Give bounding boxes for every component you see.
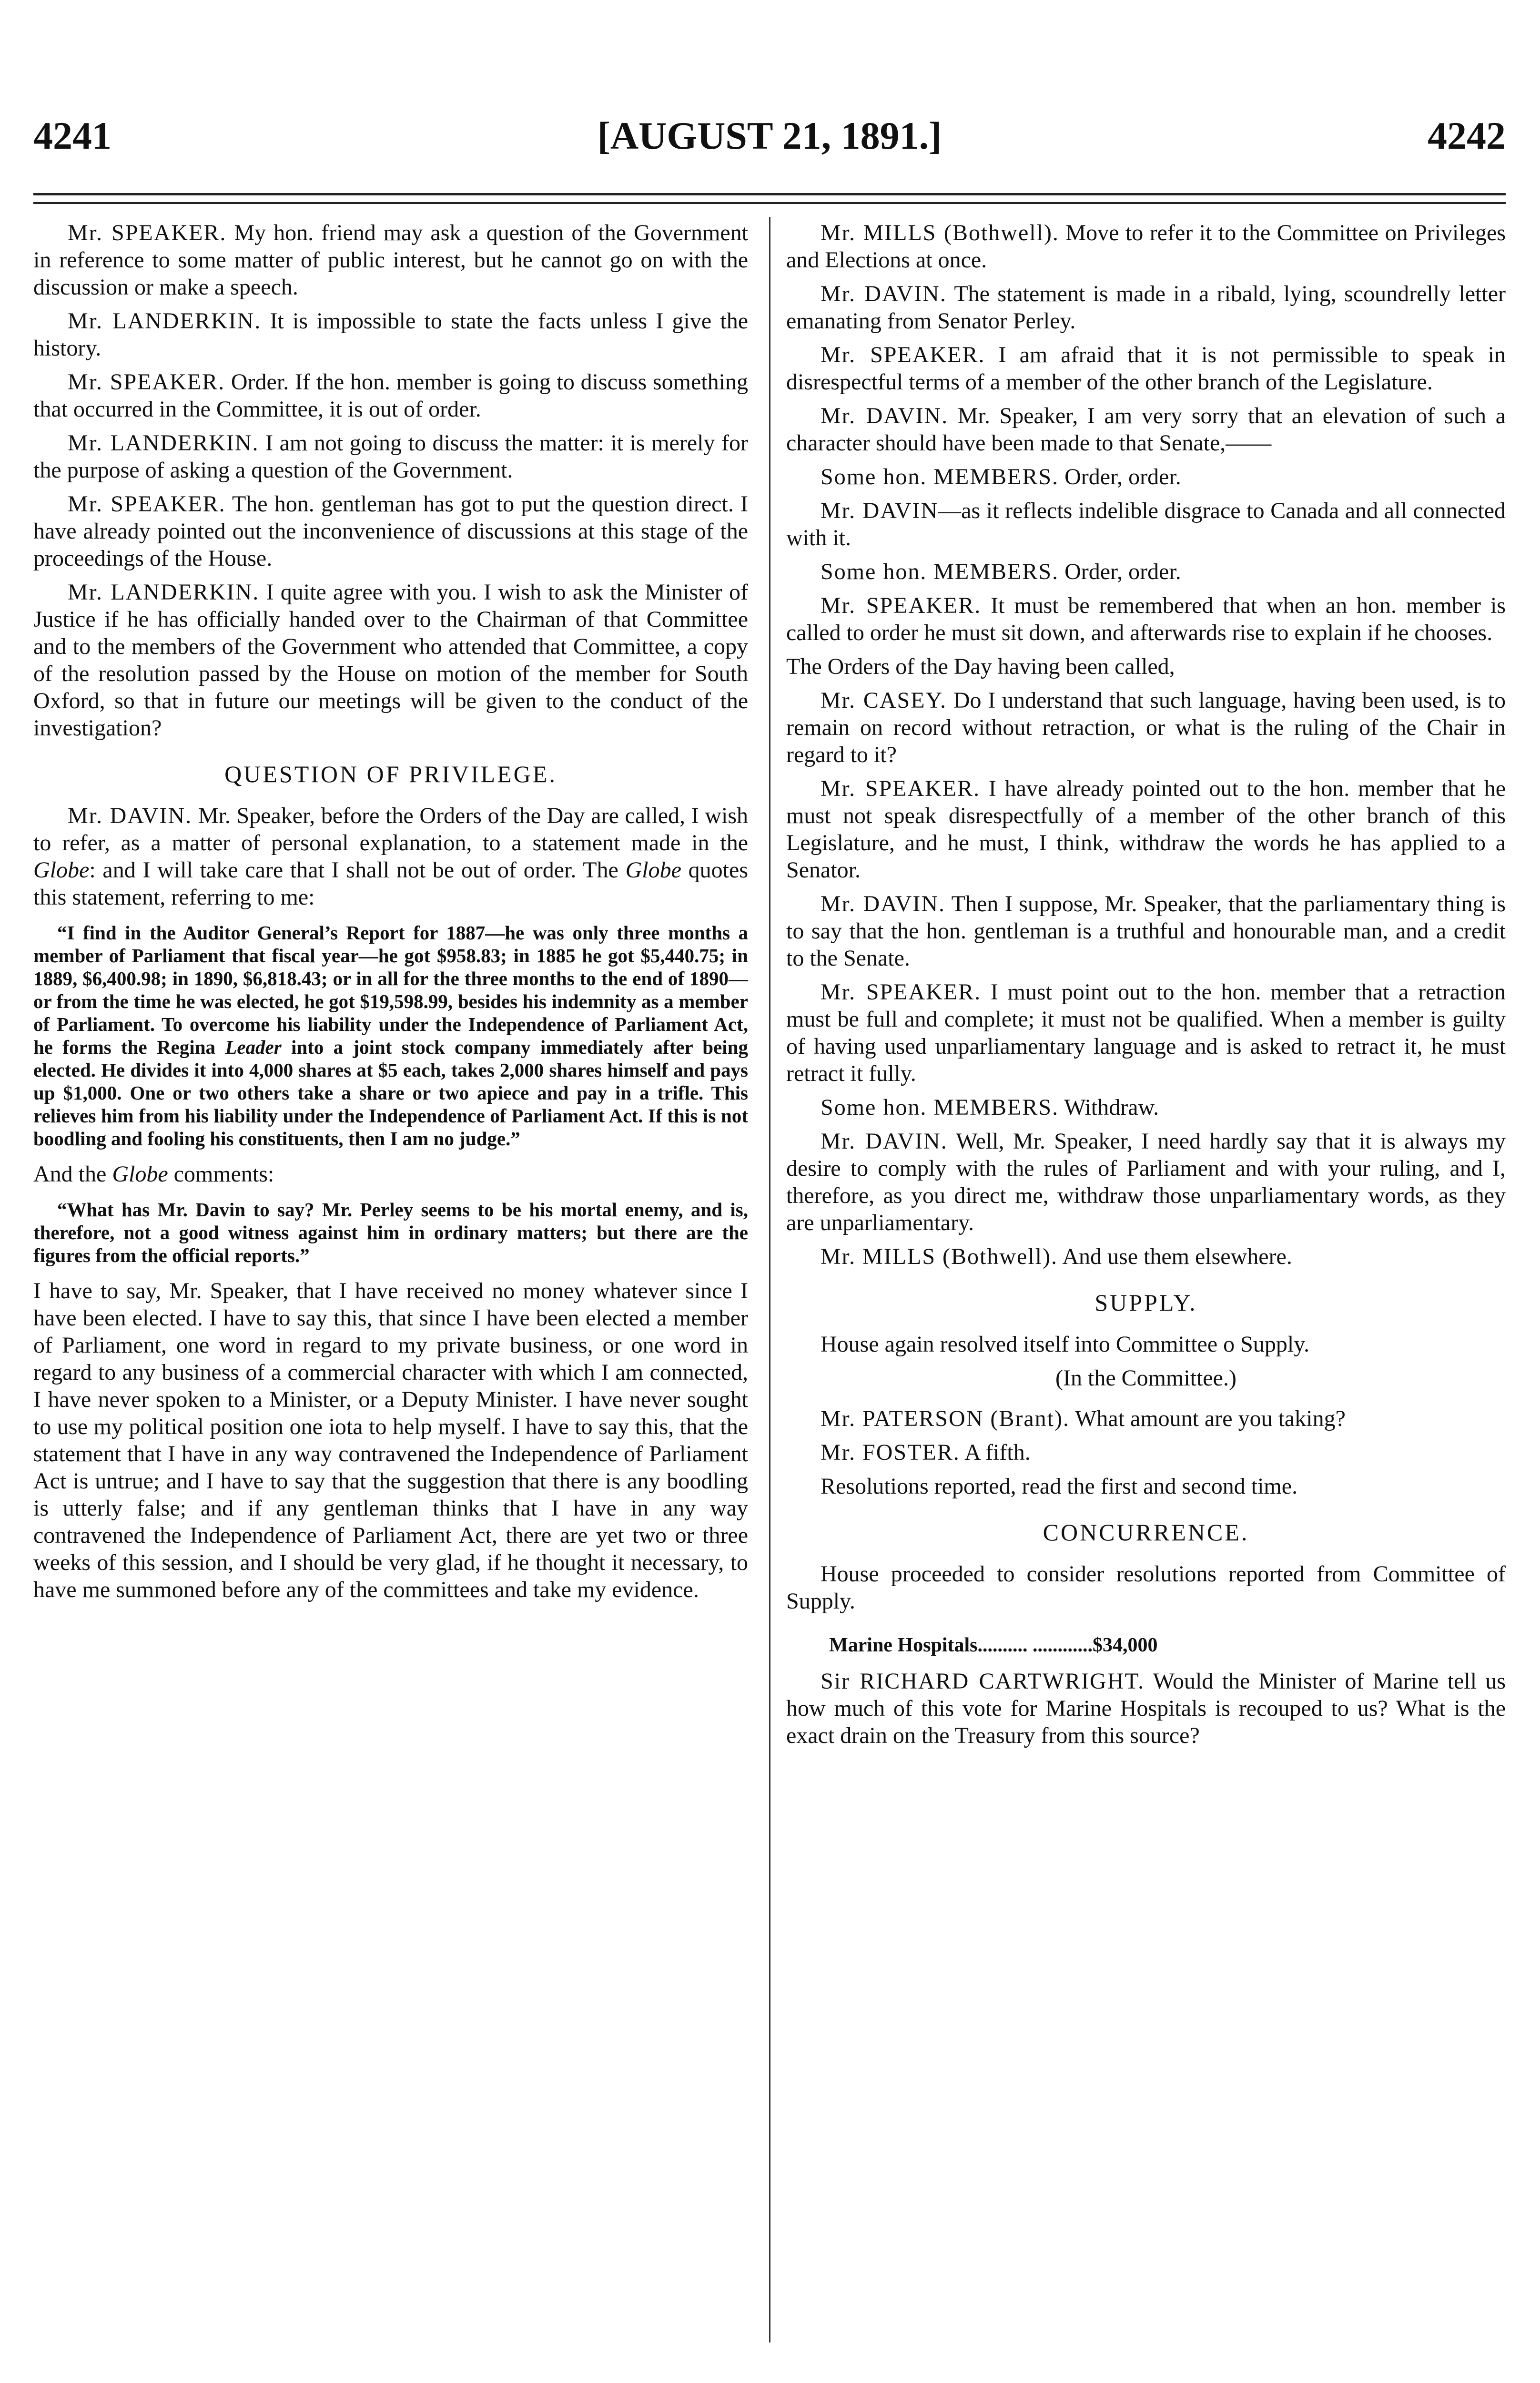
- paragraph: [786, 890, 1506, 972]
- paragraph: House proceeded to consider resolutions reported from Committee of Supply.: [786, 1561, 1506, 1614]
- speech-text: Well, Mr. Speaker, I need hardly say that it is always my desire to comply with the rules of Parliament and with your ruling, and I, therefore, as you direct me, withdraw those unparliamentary words, as they are unparliamentary.: [786, 1129, 1506, 1235]
- paragraph: [786, 687, 1506, 768]
- speech-text: quotes this statement, referring to me:: [33, 857, 748, 910]
- estimate-line: [786, 1632, 1506, 1659]
- section-heading-concurrence: CONCURRENCE.: [1043, 1519, 1249, 1546]
- speaker-name: Mr. CASEY.: [821, 688, 947, 713]
- speech-text: It must be remembered that when an hon. member is called to order he must sit down, and afterwards rise to explain if he chooses.: [786, 593, 1506, 645]
- speaker-name: Mr. SPEAKER.: [68, 220, 227, 245]
- paragraph: [33, 219, 748, 301]
- speech-text: I quite agree with you. I wish to ask the Minister of Justice if he has officially handed over to the Chairman of that Committee and to the members of the Government who attended that Committee, a copy of the resolution passed by the House on motion of the member for South Oxford, so that in future our meetings will be given to the conduct of the investigation?: [33, 580, 748, 741]
- paragraph: [786, 592, 1506, 646]
- speaker-name: Mr. MILLS (Bothwell).: [821, 220, 1059, 245]
- quote-text: into a joint stock company immediately after being elected. He divides it into 4,000 shares at $5 each, takes 2,000 shares himself and pays up $1,000. One or two others take a share or two apiece and pay in a trifle. This relieves him from his liability under the Independence of Parliament Act. If this is not boodling and fooling his constituents, then I am no judge.”: [33, 1036, 748, 1150]
- page-header: [33, 112, 1506, 164]
- speech-text: : and I will take care that I shall not be out of order. The: [89, 857, 618, 883]
- page-number-right: 4242: [1428, 114, 1506, 157]
- paragraph: The Orders of the Day having been called,: [786, 654, 1175, 679]
- paragraph: [786, 775, 1506, 884]
- paragraph: [786, 1094, 1506, 1121]
- paragraph: [786, 402, 1506, 457]
- speaker-name: Mr. DAVIN.: [821, 891, 945, 917]
- speech-text: —as it reflects indelible disgrace to Canada and all connected with it.: [786, 498, 1506, 550]
- speaker-name: Mr. DAVIN.: [68, 803, 192, 828]
- speech-text: Order, order.: [1064, 464, 1181, 489]
- paragraph: [786, 558, 1506, 585]
- speech-text: Withdraw.: [1064, 1095, 1159, 1120]
- speaker-name: Mr. LANDERKIN.: [68, 580, 260, 605]
- paragraph: [786, 341, 1506, 396]
- speech-text: It is impossible to state the facts unless I give the history.: [33, 308, 749, 361]
- paragraph: Resolutions reported, read the first and second time.: [821, 1474, 1298, 1499]
- newspaper-name: Globe: [625, 857, 681, 883]
- speaker-name: Mr. SPEAKER.: [68, 369, 225, 395]
- estimate-amount: $34,000: [1093, 1634, 1158, 1656]
- block-quote: [33, 921, 748, 1150]
- speech-text: Mr. Speaker, before the Orders of the Day are called, I wish to refer, as a matter of personal explanation, to a statement made in the: [33, 803, 749, 855]
- speaker-name: Some hon. MEMBERS.: [821, 1095, 1059, 1120]
- speaker-name: Sir RICHARD CARTWRIGHT.: [821, 1669, 1145, 1694]
- paragraph: [33, 429, 748, 484]
- speech-text: What amount are you taking?: [1075, 1406, 1346, 1431]
- section-heading-supply: SUPPLY.: [1094, 1289, 1197, 1316]
- column-divider: [769, 217, 770, 2342]
- speech-text: Mr. Speaker, I am very sorry that an elevation of such a character should have been made to that Senate,——: [786, 403, 1506, 456]
- paragraph: [33, 1161, 748, 1188]
- speaker-name: Mr. SPEAKER.: [821, 342, 985, 367]
- speaker-name: Mr. FOSTER.: [821, 1440, 960, 1465]
- paragraph: [786, 463, 1506, 490]
- right-column: [786, 219, 1506, 1756]
- speech-text: The statement is made in a ribald, lying, scoundrelly letter emanating from Senator Perley.: [786, 281, 1506, 334]
- quote-text: “I find in the Auditor General’s Report for 1887—he was only three months a member of Parliament that fiscal year—he got $958.83; in 1885 he got $5,440.75; in 1889, $6,400.98; in 1890, $6,818.43; or in all for the three months to the end of 1890—or from the time he was elected, he got $19,598.99, besides his indemnity as a member of Parliament. To overcome his liability under the Independence of Parliament Act, he forms the Regina: [33, 922, 748, 1058]
- paragraph: [33, 307, 748, 362]
- speaker-name: Mr. SPEAKER.: [68, 491, 226, 517]
- paragraph: [786, 1243, 1506, 1270]
- speaker-name: Mr. PATERSON (Brant).: [821, 1406, 1070, 1431]
- speaker-name: Some hon. MEMBERS.: [821, 559, 1059, 584]
- speech-text: I must point out to the hon. member that a retraction must be full and complete; it must not be qualified. When a member is guilty of having used unparliamentary language and is asked to retract it, he must retract it fully.: [786, 979, 1506, 1086]
- speaker-name: Mr. DAVIN.: [821, 281, 947, 306]
- paragraph: [786, 978, 1506, 1087]
- paragraph: [786, 1439, 1506, 1466]
- speech-text: A fifth.: [964, 1440, 1031, 1465]
- estimate-label: Marine Hospitals.......... ............: [829, 1634, 1093, 1656]
- speech-text: I have already pointed out to the hon. member that he must not speak disrespectfully of a member of the other branch of this Legislature, and he must, I think, withdraw the words he has applied to a Senator.: [786, 776, 1506, 883]
- speech-text: My hon. friend may ask a question of the Government in reference to some matter of public interest, but he cannot go on with the discussion or make a speech.: [33, 220, 748, 300]
- left-column: [33, 219, 748, 1610]
- speech-text: Would the Minister of Marine tell us how much of this vote for Marine Hospitals is recouped to us? What is the exact drain on the Treasury from this source?: [786, 1669, 1506, 1748]
- page-date: [AUGUST 21, 1891.]: [597, 114, 942, 157]
- speaker-name: Mr. LANDERKIN.: [68, 430, 259, 456]
- paragraph: [786, 497, 1506, 551]
- paragraph: [33, 490, 748, 572]
- speech-text: Do I understand that such language, having been used, is to remain on record without retraction, or what is the ruling of the Chair in regard to it?: [786, 688, 1506, 767]
- header-rule-top: [33, 193, 1506, 195]
- paragraph: [786, 1668, 1506, 1749]
- paragraph: [786, 280, 1506, 335]
- speech-text: Move to refer it to the Committee on Privileges and Elections at once.: [786, 220, 1506, 273]
- speaker-name: Mr. DAVIN.: [821, 1129, 948, 1154]
- speaker-name: Mr. MILLS (Bothwell).: [821, 1244, 1058, 1269]
- newspaper-name: Globe: [33, 857, 90, 883]
- speech-text: Order, order.: [1064, 559, 1181, 584]
- paragraph: [33, 579, 748, 742]
- paragraph: [786, 219, 1506, 274]
- paragraph: [33, 802, 748, 911]
- page-number-left: 4241: [33, 114, 111, 157]
- committee-note: (In the Committee.): [1055, 1365, 1236, 1391]
- speech-text: I am afraid that it is not permissible to speak in disrespectful terms of a member of the other branch of the Legislature.: [786, 342, 1506, 395]
- newspaper-name: Globe: [112, 1161, 168, 1187]
- newspaper-name: Leader: [225, 1036, 282, 1058]
- section-heading-question-of-privilege: QUESTION OF PRIVILEGE.: [224, 761, 557, 787]
- speech-text: And the: [33, 1161, 107, 1187]
- paragraph: [33, 368, 748, 423]
- speech-text: comments:: [173, 1161, 274, 1187]
- header-rule-bottom: [33, 202, 1506, 204]
- speech-text: Then I suppose, Mr. Speaker, that the parliamentary thing is to say that the hon. gentleman is a truthful and honourable man, and a credit to the Senate.: [786, 891, 1506, 971]
- paragraph: I have to say, Mr. Speaker, that I have received no money whatever since I have been elected. I have to say this, that since I have been elected a member of Parliament, one word in regard to my private business, or one word in regard to any business of a commercial character with which I am connected, I have never spoken to a Minister, or a Deputy Minister. I have never sought to use my political position one iota to help myself. I have to say this, that the statement that I have in any way contravened the Independence of Parliament Act is untrue; and I have to say that the suggestion that there is any boodling is utterly false; and if any gentleman thinks that I have in any way contravened the Independence of Parliament Act, there are yet two or three weeks of this session, and I should be very glad, if he thought it necessary, to have me summoned before any of the committees and take my evidence.: [33, 1278, 748, 1602]
- speaker-name: Mr. SPEAKER.: [821, 979, 982, 1005]
- block-quote: “What has Mr. Davin to say? Mr. Perley seems to be his mortal enemy, and is, therefore, not a good witness against him in ordinary matters; but there are the figures from the official reports.”: [33, 1199, 748, 1266]
- speaker-name: Mr. LANDERKIN.: [68, 308, 262, 334]
- speaker-name: Mr. DAVIN.: [821, 403, 949, 428]
- speaker-name: Some hon. MEMBERS.: [821, 464, 1059, 489]
- speaker-name: Mr. DAVIN: [821, 498, 939, 523]
- speaker-name: Mr. SPEAKER.: [821, 776, 981, 801]
- speech-text: Order. If the hon. member is going to discuss something that occurred in the Committee, it is out of order.: [33, 369, 748, 422]
- paragraph: [786, 1128, 1506, 1236]
- speech-text: The hon. gentleman has got to put the question direct. I have already pointed out the inconvenience of discussions at this stage of the proceedings of the House.: [33, 491, 749, 571]
- speaker-name: Mr. SPEAKER.: [821, 593, 982, 618]
- paragraph: [786, 1405, 1506, 1432]
- paragraph: House again resolved itself into Committee o Supply.: [821, 1332, 1310, 1357]
- speech-text: And use them elsewhere.: [1062, 1244, 1292, 1269]
- speech-text: I am not going to discuss the matter: it is merely for the purpose of asking a question of the Government.: [33, 430, 749, 483]
